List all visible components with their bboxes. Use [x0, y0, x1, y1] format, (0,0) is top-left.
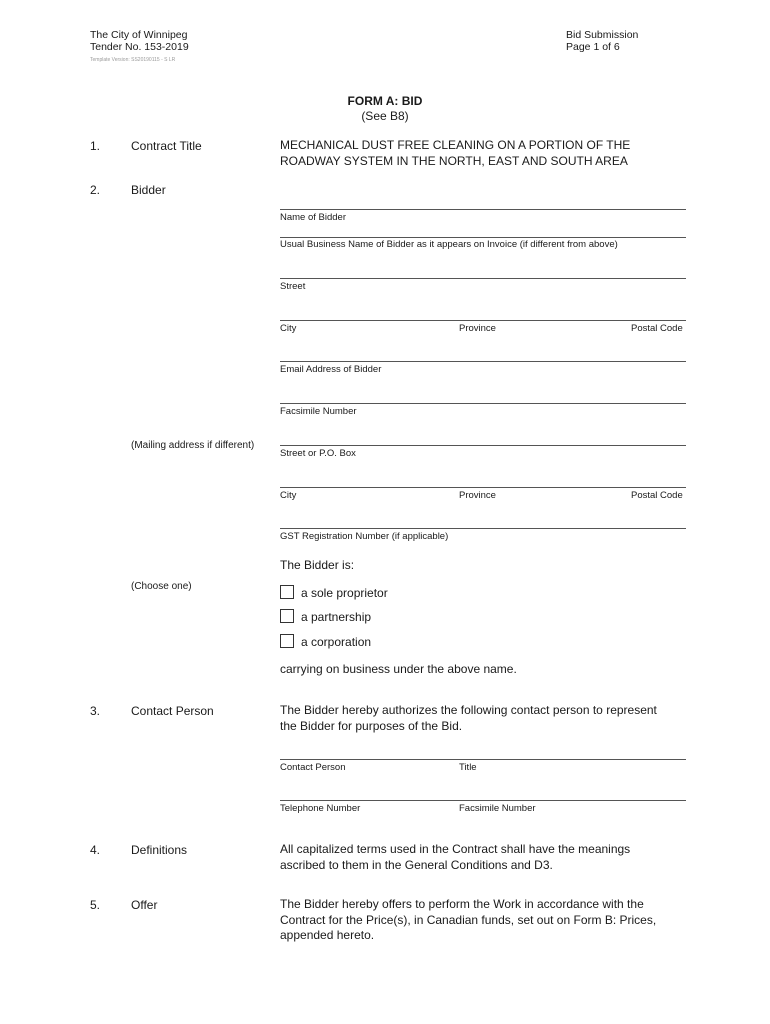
- street-field[interactable]: [280, 278, 686, 279]
- email-field[interactable]: [280, 361, 686, 362]
- mailing-city-caption: City: [280, 490, 297, 501]
- gst-caption: GST Registration Number (if applicable): [280, 531, 449, 542]
- choose-one-label: (Choose one): [131, 581, 192, 592]
- street-caption: Street: [280, 281, 306, 292]
- contact-person-caption: Contact Person: [280, 762, 346, 773]
- contact-person-title-field[interactable]: [280, 759, 686, 760]
- contract-title-line1: MECHANICAL DUST FREE CLEANING ON A PORTION OF THE: [280, 138, 631, 152]
- template-version: Template Version: SS20190115 - S LR: [90, 57, 176, 63]
- header-right: [566, 29, 638, 53]
- definitions-text: [280, 842, 686, 873]
- contract-title-text: [280, 138, 686, 169]
- definitions-line1: All capitalized terms used in the Contract shall have the meanings: [280, 842, 631, 856]
- offer-line1: The Bidder hereby offers to perform the Work in accordance with the: [280, 897, 644, 911]
- telephone-caption: Telephone Number: [280, 803, 361, 814]
- contact-person-line2: the Bidder for purposes of the Bid.: [280, 718, 463, 733]
- contract-title-line2: ROADWAY SYSTEM IN THE NORTH, EAST AND SOUTH AREA: [280, 153, 628, 168]
- definitions-line2: ascribed to them in the General Conditions and D3.: [280, 857, 553, 872]
- contact-fax-caption: Facsimile Number: [459, 803, 536, 814]
- bidder-is-label: The Bidder is:: [280, 558, 355, 572]
- section3-number: 3.: [90, 704, 101, 718]
- fax-field[interactable]: [280, 403, 686, 404]
- sole-proprietor-label: a sole proprietor: [301, 586, 388, 600]
- carrying-on-business-text: carrying on business under the above name.: [280, 662, 517, 676]
- form-title: FORM A: BID: [347, 94, 423, 108]
- section2-number: 2.: [90, 183, 101, 197]
- mailing-street-field[interactable]: [280, 445, 686, 446]
- mailing-address-label: (Mailing address if different): [131, 440, 255, 451]
- title-caption: Title: [459, 762, 477, 773]
- form-subtitle: (See B8): [361, 109, 409, 123]
- bid-submission-label: Bid Submission: [566, 29, 639, 41]
- city-name: The City of Winnipeg: [90, 29, 188, 41]
- section1-number: 1.: [90, 139, 101, 153]
- offer-line2: Contract for the Price(s), in Canadian funds, set out on Form B: Prices,: [280, 912, 657, 927]
- city-province-postal-field[interactable]: [280, 320, 686, 321]
- page-number: Page 1 of 6: [566, 41, 620, 53]
- section5-number: 5.: [90, 898, 101, 912]
- contact-person-line1: The Bidder hereby authorizes the following contact person to represent: [280, 703, 657, 717]
- offer-line3: appended hereto.: [280, 928, 375, 942]
- bidder-name-caption: Name of Bidder: [280, 212, 347, 223]
- bidder-name-field[interactable]: [280, 209, 686, 210]
- mailing-street-caption: Street or P.O. Box: [280, 448, 356, 459]
- province-caption: Province: [459, 323, 496, 334]
- section4-label: Definitions: [131, 843, 188, 857]
- partnership-label: a partnership: [301, 610, 372, 624]
- contact-person-text: [280, 703, 686, 734]
- section3-label: Contact Person: [131, 704, 214, 718]
- email-caption: Email Address of Bidder: [280, 364, 382, 375]
- fax-caption: Facsimile Number: [280, 406, 357, 417]
- section1-label: Contract Title: [131, 139, 202, 153]
- section4-number: 4.: [90, 843, 101, 857]
- offer-text: [280, 897, 686, 944]
- business-name-caption: Usual Business Name of Bidder as it appears on Invoice (if different from above): [280, 239, 618, 250]
- mailing-city-province-postal-field[interactable]: [280, 487, 686, 488]
- header-left: [90, 29, 189, 53]
- section5-label: Offer: [131, 898, 158, 912]
- partnership-checkbox[interactable]: [280, 609, 294, 623]
- contact-phone-fax-field[interactable]: [280, 800, 686, 801]
- mailing-postal-code-caption: Postal Code: [631, 490, 683, 501]
- gst-field[interactable]: [280, 528, 686, 529]
- postal-code-caption: Postal Code: [631, 323, 683, 334]
- section2-label: Bidder: [131, 183, 166, 197]
- sole-proprietor-checkbox[interactable]: [280, 585, 294, 599]
- mailing-province-caption: Province: [459, 490, 496, 501]
- corporation-checkbox[interactable]: [280, 634, 294, 648]
- business-name-field[interactable]: [280, 237, 686, 238]
- tender-number: Tender No. 153-2019: [90, 41, 189, 53]
- city-caption: City: [280, 323, 297, 334]
- corporation-label: a corporation: [301, 635, 372, 649]
